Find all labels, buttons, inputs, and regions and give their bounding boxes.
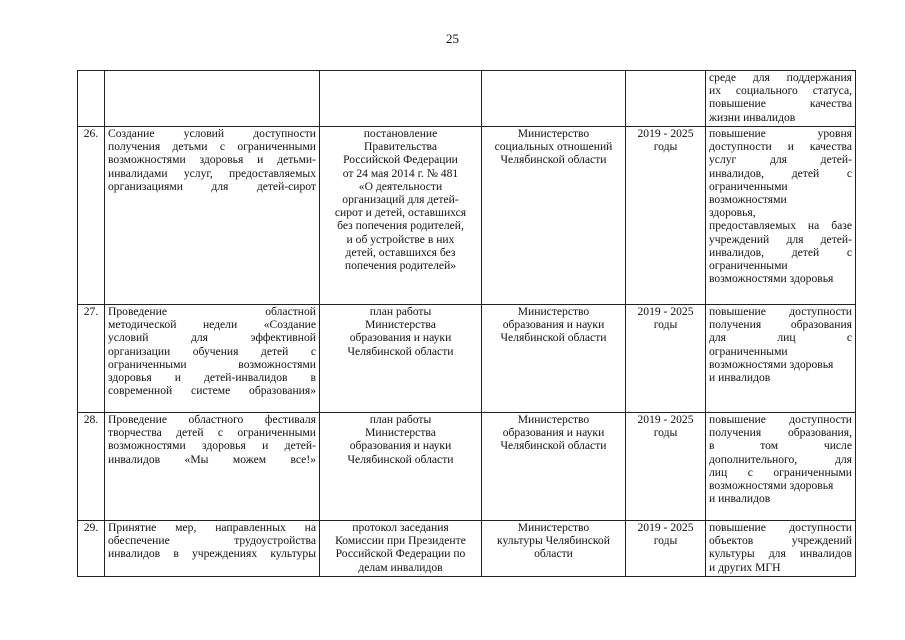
basis-document-line: делам инвалидов (358, 560, 443, 574)
measure-name-line: творчества детей с ограниченными (108, 426, 316, 440)
expected-result-line: повышение доступности (709, 413, 852, 426)
executor-line: области (534, 547, 573, 561)
executor-cell (482, 127, 626, 305)
basis-document-line: сирот и детей, оставшихся (334, 206, 467, 220)
basis-document-cell (320, 521, 482, 577)
expected-result-line: объектов учреждений (709, 534, 852, 548)
executor-line: социальных отношений (494, 140, 613, 154)
basis-document-line: Министерства (365, 318, 436, 332)
expected-result-line: повышение уровня (709, 127, 852, 140)
basis-document-line: Челябинской области (347, 344, 454, 358)
term-cell (626, 521, 706, 577)
expected-result-line: инвалидов, детей с (709, 166, 852, 180)
basis-document-line: Министерства (365, 426, 436, 440)
expected-result-line: инвалидов, детей с (709, 245, 852, 259)
expected-result-line: жизни инвалидов (709, 110, 796, 124)
basis-document-line: детей, оставшихся без (345, 245, 456, 259)
term-line: 2019 - 2025 (637, 413, 694, 426)
expected-result-line: и других МГН (709, 560, 781, 574)
measure-name-cell (105, 71, 320, 127)
executor-line: Министерство (517, 521, 590, 534)
term-cell (626, 127, 706, 305)
basis-document-cell (320, 127, 482, 305)
basis-document-line: Челябинской области (347, 452, 454, 466)
expected-result-line: дополнительного, для (709, 452, 852, 466)
expected-result-line: и инвалидов (709, 492, 771, 506)
basis-document-cell (320, 305, 482, 413)
expected-result-line: повышение качества (709, 97, 852, 111)
executor-line: Челябинской области (500, 153, 607, 167)
term-cell (626, 71, 706, 127)
measure-name-line: условий для эффективной (108, 331, 316, 345)
expected-result-line: ограниченными (709, 179, 788, 193)
term-cell (626, 413, 706, 521)
expected-result-line: ограниченными (709, 259, 788, 273)
basis-document-line: от 24 мая 2014 г. № 481 (342, 166, 459, 180)
row-number: 28. (83, 413, 99, 426)
executor-line: образования и науки (502, 426, 605, 440)
executor-line: образования и науки (502, 318, 605, 332)
table-row (78, 413, 856, 521)
executor-line: Министерство (517, 305, 590, 318)
executor-line: Челябинской области (500, 439, 607, 453)
basis-document-line: постановление (363, 127, 438, 140)
measure-name-line: здоровья и детей-инвалидов в (108, 371, 316, 385)
basis-document-cell (320, 413, 482, 521)
basis-document-line: образования и науки (349, 439, 452, 453)
basis-document-line: попечения родителей» (344, 259, 457, 273)
measure-name-line: возможностями здоровья и детей- (108, 439, 316, 453)
expected-result-line: культуры для инвалидов (709, 547, 852, 561)
measure-name-line: Принятие мер, направленных на (108, 521, 316, 534)
basis-document-line: Правительства (364, 140, 437, 154)
measure-name-line: современной системе образования» (108, 384, 316, 398)
table-row (78, 71, 856, 127)
basis-document-line: Комиссии при Президенте (335, 534, 466, 548)
expected-result-line: доступности и качества (709, 140, 852, 154)
term-line: годы (653, 140, 678, 154)
term-line: 2019 - 2025 (637, 127, 694, 140)
expected-result-line: их социального статуса, (709, 84, 852, 98)
expected-result-line: среде для поддержания (709, 71, 852, 84)
expected-result-line: возможностями здоровья (709, 357, 834, 371)
executor-line: культуры Челябинской (497, 534, 610, 548)
basis-document-line: и об устройстве в них (346, 232, 455, 246)
row-number: 29. (83, 521, 99, 534)
expected-result-line: и инвалидов (709, 371, 771, 385)
measure-name-line: возможностями здоровья и детьми- (108, 153, 316, 167)
measure-name-line: получения детьми с ограниченными (108, 140, 316, 154)
measure-name-line: инвалидов «Мы можем все!» (108, 452, 316, 466)
term-line: годы (653, 318, 678, 332)
measure-name-line: организациями для детей-сирот (108, 179, 316, 193)
term-line: годы (653, 534, 678, 548)
term-line: 2019 - 2025 (637, 305, 694, 318)
basis-document-line: образования и науки (349, 331, 452, 345)
table-row (78, 305, 856, 413)
expected-result-line: повышение доступности (709, 305, 852, 318)
expected-result-cell (706, 71, 856, 127)
table-row (78, 127, 856, 305)
measure-name-line: ограниченными возможностями (108, 357, 316, 371)
basis-document-line: Российской Федерации по (335, 547, 466, 561)
basis-document-line: Российской Федерации (343, 153, 458, 167)
expected-result-cell (706, 413, 856, 521)
measure-name-line: инвалидами услуг, предоставляемых (108, 166, 316, 180)
basis-document-line: «О деятельности (358, 179, 443, 193)
measure-name-line: обеспечение трудоустройства (108, 534, 316, 548)
executor-cell (482, 521, 626, 577)
measure-name-cell (105, 521, 320, 577)
expected-result-line: возможностями здоровья (709, 479, 834, 493)
row-number: 26. (83, 127, 99, 140)
executor-cell (482, 413, 626, 521)
expected-result-line: повышение доступности (709, 521, 852, 534)
expected-result-cell (706, 305, 856, 413)
executor-line: Министерство (517, 127, 590, 140)
expected-result-line: в том числе (709, 439, 852, 453)
measure-name-line: Создание условий доступности (108, 127, 316, 140)
expected-result-cell (706, 521, 856, 577)
expected-result-line: учреждений для детей- (709, 232, 852, 246)
measure-name-cell (105, 127, 320, 305)
measure-name-cell (105, 305, 320, 413)
measure-name-line: организации обучения детей с (108, 344, 316, 358)
measure-name-line: методической недели «Создание (108, 318, 316, 332)
basis-document-line: план работы (369, 305, 432, 318)
executor-line: Министерство (517, 413, 590, 426)
expected-result-line: возможностями здоровья (709, 272, 834, 286)
row-number-cell (78, 71, 105, 127)
basis-document-line: протокол заседания (352, 521, 449, 534)
table-row (78, 521, 856, 577)
measure-name-line: Проведение областной (108, 305, 316, 318)
row-number-cell (78, 521, 105, 577)
basis-document-line: без попечения родителей, (337, 219, 464, 233)
expected-result-line: услуг для детей- (709, 153, 852, 167)
expected-result-line: лиц с ограниченными (709, 465, 852, 479)
expected-result-line: здоровья, (709, 206, 756, 220)
measure-name-line: Проведение областного фестиваля (108, 413, 316, 426)
executor-line: Челябинской области (500, 331, 607, 345)
page-number: 25 (446, 31, 459, 46)
row-number: 27. (83, 305, 99, 318)
term-line: годы (653, 426, 678, 440)
basis-document-cell (320, 71, 482, 127)
measures-table-body (78, 71, 856, 577)
expected-result-line: ограниченными (709, 344, 788, 358)
basis-document-line: план работы (369, 413, 432, 426)
row-number-cell (78, 305, 105, 413)
expected-result-line: возможностями (709, 193, 787, 207)
expected-result-line: предоставляемых на базе (709, 219, 852, 233)
measures-table (77, 70, 856, 577)
term-line: 2019 - 2025 (637, 521, 694, 534)
basis-document-line: организаций для детей- (342, 193, 459, 207)
expected-result-cell (706, 127, 856, 305)
expected-result-line: для лиц с (709, 331, 852, 345)
row-number-cell (78, 413, 105, 521)
measure-name-cell (105, 413, 320, 521)
executor-cell (482, 305, 626, 413)
row-number-cell (78, 127, 105, 305)
expected-result-line: получения образования, (709, 426, 852, 440)
executor-cell (482, 71, 626, 127)
measure-name-line: инвалидов в учреждениях культуры (108, 547, 316, 561)
term-cell (626, 305, 706, 413)
expected-result-line: получения образования (709, 318, 852, 332)
